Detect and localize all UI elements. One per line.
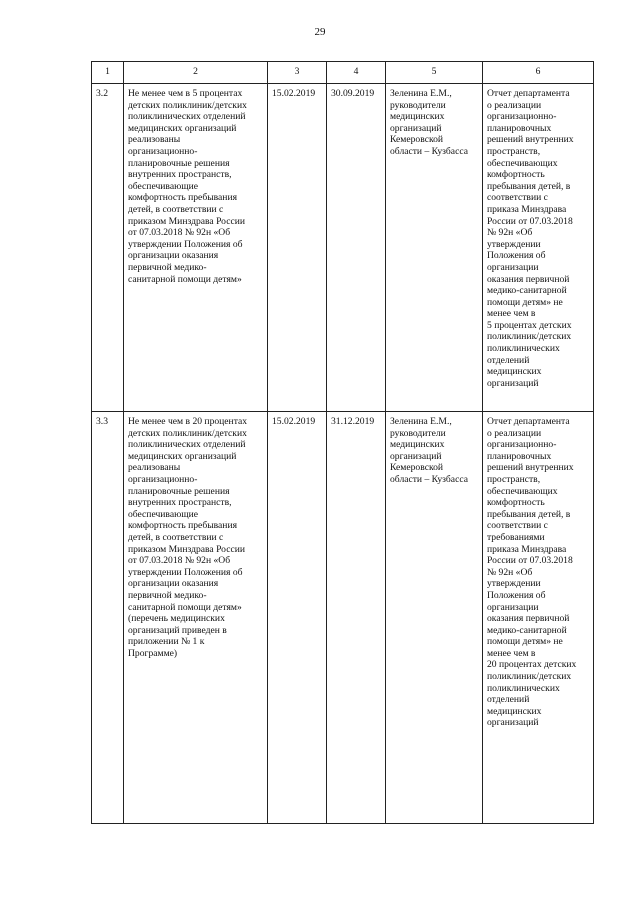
header-cell-5: 5 bbox=[386, 62, 483, 84]
header-cell-2: 2 bbox=[124, 62, 268, 84]
header-row bbox=[92, 62, 594, 84]
header-cell-4: 4 bbox=[327, 62, 386, 84]
header-cell-6: 6 bbox=[483, 62, 594, 84]
measure-description: Не менее чем в 20 процентах детских поликлиник/детских поликлинических отделений медицинских организаций реализованы организационно- планировочные решения внутренних пространств, обеспечивающие комфортность пребывания детей, в соответствии с приказом Минздрава России от 07.03.2018 № 92н «Об утверждении Положения об организации оказания первичной медико- санитарной помощи детям» (перечень медицинских организаций приведен в приложении № 1 к Программе) bbox=[124, 412, 268, 824]
row-number: 3.2 bbox=[92, 84, 124, 412]
row-number: 3.3 bbox=[92, 412, 124, 824]
header-cell-1: 1 bbox=[92, 62, 124, 84]
expected-result: Отчет департамента о реализации организационно- планировочных решений внутренних пространств, обеспечивающих комфортность пребывания детей, в соответствии с приказа Минздрава России от 07.03.2018 № 92н «Об утверждении Положения об организации оказания первичной медико-санитарной помощи детям» не менее чем в 5 процентах детских поликлиник/детских поликлинических отделений медицинских организаций bbox=[483, 84, 594, 412]
end-date: 30.09.2019 bbox=[327, 84, 386, 412]
responsible: Зеленина Е.М., руководители медицинских организаций Кемеровской области – Кузбасса bbox=[386, 412, 483, 824]
end-date: 31.12.2019 bbox=[327, 412, 386, 824]
start-date: 15.02.2019 bbox=[268, 84, 327, 412]
header-cell-3: 3 bbox=[268, 62, 327, 84]
table-row bbox=[92, 84, 594, 412]
expected-result: Отчет департамента о реализации организационно- планировочных решений внутренних пространств, обеспечивающих комфортность пребывания детей, в соответствии с требованиями приказа Минздрава России от 07.03.2018 № 92н «Об утверждении Положения об организации оказания первичной медико-санитарной помощи детям» не менее чем в 20 процентах детских поликлиник/детских поликлинических отделений медицинских организаций bbox=[483, 412, 594, 824]
measure-description: Не менее чем в 5 процентах детских поликлиник/детских поликлинических отделений медицинских организаций реализованы организационно- планировочные решения внутренних пространств, обеспечивающие комфортность пребывания детей, в соответствии с приказом Минздрава России от 07.03.2018 № 92н «Об утверждении Положения об организации оказания первичной медико- санитарной помощи детям» bbox=[124, 84, 268, 412]
table-row bbox=[92, 412, 594, 824]
page-number: 29 bbox=[314, 26, 326, 38]
plan-table bbox=[91, 61, 594, 824]
start-date: 15.02.2019 bbox=[268, 412, 327, 824]
responsible: Зеленина Е.М., руководители медицинских организаций Кемеровской области – Кузбасса bbox=[386, 84, 483, 412]
